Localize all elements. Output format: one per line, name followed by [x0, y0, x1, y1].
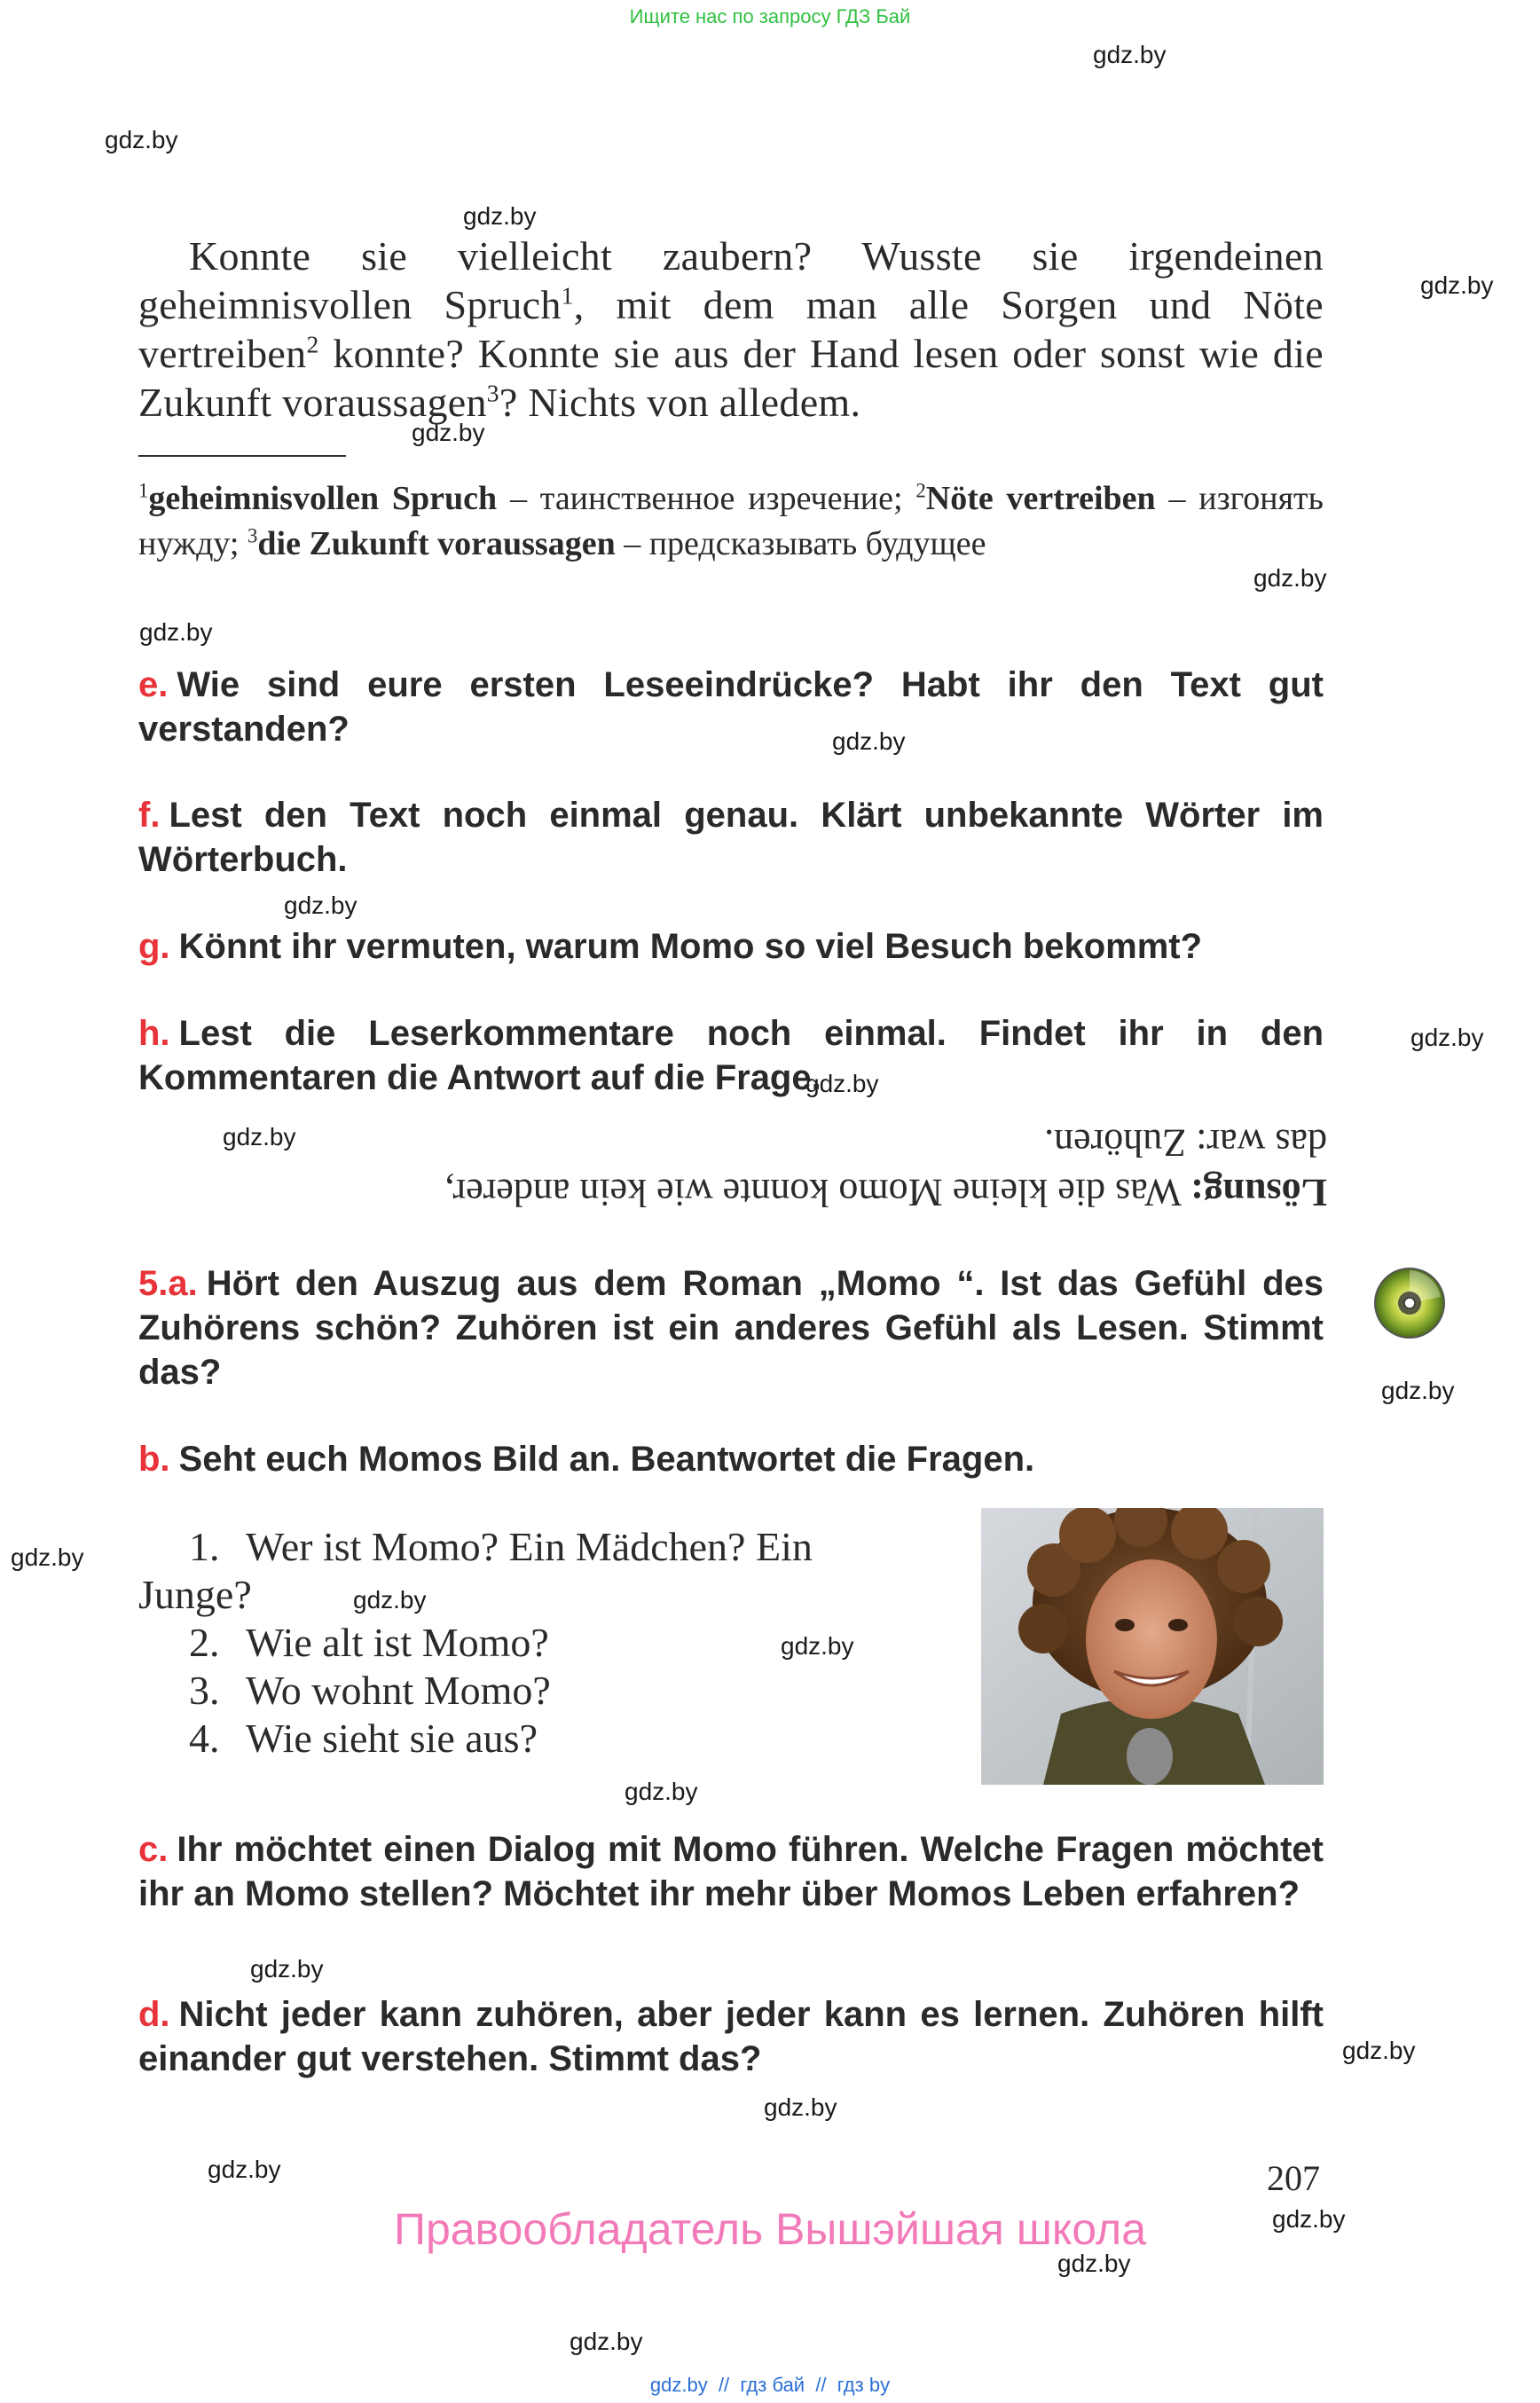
watermark: gdz.by: [11, 1543, 84, 1571]
footnotes: [138, 476, 1324, 567]
task-letter: 5.a.: [138, 1264, 198, 1303]
page-number: 207: [1267, 2158, 1320, 2198]
watermark: gdz.by: [208, 2156, 281, 2183]
watermark: gdz.by: [139, 618, 213, 646]
momo-photo: [981, 1508, 1324, 1785]
footnote-divider: [138, 455, 346, 457]
story-paragraph: [138, 232, 1324, 427]
task-text: Nicht jeder kann zuhören, aber jeder kann es lernen. Zuhören hilft einander gut verstehen. Stimmt das?: [138, 1995, 1324, 2078]
watermark: gdz.by: [764, 2093, 837, 2121]
task-g: [138, 924, 1324, 969]
task-letter: g.: [138, 927, 170, 966]
question-text: Wer ist Momo? Ein Mädchen? Ein Junge?: [138, 1524, 813, 1617]
question-text: Wie sieht sie aus?: [246, 1716, 538, 1761]
footnote-definition: – таинственное изречение;: [497, 480, 916, 517]
watermark: gdz.by: [353, 1586, 427, 1614]
footnote-ref: 3: [486, 379, 499, 407]
footnote-definition: – изгонять нужду;: [138, 480, 1324, 562]
watermark: gdz.by: [412, 419, 485, 446]
task-text: Ihr möchtet einen Dialog mit Momo führen. Welche Fragen möchtet ihr an Momo stellen? Möchtet ihr mehr über Momos Leben erfahren?: [138, 1830, 1324, 1913]
watermark: gdz.by: [1093, 41, 1167, 68]
footnote-definition: – предсказывать будущее: [615, 525, 986, 562]
copyright-notice: Правообладатель Вышэйшая школа: [394, 2204, 1146, 2254]
paragraph-text: , mit dem man alle Sorgen und Nöte vertreiben: [138, 282, 1324, 376]
task-text: Könnt ihr vermuten, warum Momo so viel Besuch bekommt?: [178, 927, 1203, 966]
task-b: [138, 1437, 1324, 1481]
paragraph-text: konnte? Konnte sie aus der Hand lesen oder sonst wie die Zukunft voraussagen: [138, 331, 1324, 425]
footnote-term: die Zukunft voraussagen: [257, 525, 616, 562]
watermark: gdz.by: [805, 1070, 879, 1097]
paragraph-text: Konnte sie vielleicht zaubern? Wusste sie irgendeinen geheimnisvollen Spruch: [138, 233, 1324, 327]
solution-text: Was die kleine Momo konnte wie kein anderer, das war: Zuhören.: [444, 1121, 1327, 1214]
task-h: [138, 1011, 1324, 1100]
watermark: gdz.by: [625, 1778, 698, 1805]
task-letter: c.: [138, 1830, 169, 1869]
task-text: Wie sind eure ersten Leseeindrücke? Habt ihr den Text gut verstanden?: [138, 665, 1324, 749]
task-text: Lest die Leserkommentare noch einmal. Findet ihr in den Kommentaren die Antwort auf die Frage.: [138, 1014, 1324, 1097]
watermark: gdz.by: [832, 727, 906, 755]
task-text: Hört den Auszug aus dem Roman „Momo “. Ist das Gefühl des Zuhörens schön? Zuhören ist ein anderes Gefühl als Lesen. Stimmt das?: [138, 1264, 1324, 1392]
task-e: [138, 663, 1324, 751]
question-number: 3.: [189, 1668, 220, 1713]
footnote-term: geheimnisvollen Spruch: [148, 480, 498, 517]
task-letter: f.: [138, 796, 161, 835]
watermark: gdz.by: [781, 1632, 854, 1660]
task-text: Seht euch Momos Bild an. Beantwortet die Fragen.: [178, 1440, 1035, 1479]
footnote-number: 2: [915, 479, 926, 502]
task-5a: [138, 1261, 1324, 1394]
question-1: [138, 1523, 910, 1619]
task-f: [138, 793, 1324, 882]
footnote-number: 3: [247, 524, 258, 547]
question-number: 1.: [189, 1524, 220, 1569]
watermark: gdz.by: [284, 891, 358, 919]
question-number: 2.: [189, 1620, 220, 1665]
question-number: 4.: [189, 1716, 220, 1761]
task-letter: h.: [138, 1014, 170, 1053]
footnote-number: 1: [138, 479, 149, 502]
watermark: gdz.by: [1381, 1377, 1455, 1404]
bottom-links[interactable]: gdz.by // гдз бай // гдз by: [649, 2374, 891, 2396]
paragraph-text: ? Nichts von alledem.: [499, 380, 861, 425]
watermark: gdz.by: [223, 1123, 296, 1150]
task-text: Lest den Text noch einmal genau. Klärt unbekannte Wörter im Wörterbuch.: [138, 796, 1324, 879]
question-4: [189, 1715, 538, 1763]
task-letter: d.: [138, 1995, 170, 2034]
task-c: [138, 1827, 1324, 1916]
upside-down-solution: [405, 1118, 1327, 1217]
footnote-ref: 2: [306, 330, 319, 358]
top-banner-link[interactable]: Ищите нас по запросу ГДЗ Бай: [629, 5, 911, 27]
footnote-term: Nöte vertreiben: [925, 480, 1156, 517]
question-text: Wie alt ist Momo?: [246, 1620, 549, 1665]
question-3: [189, 1667, 551, 1715]
solution-label: Lösung:: [1190, 1171, 1327, 1214]
watermark: gdz.by: [1342, 2037, 1416, 2064]
question-text: Wo wohnt Momo?: [246, 1668, 551, 1713]
question-2: [189, 1619, 549, 1667]
task-letter: e.: [138, 665, 169, 704]
watermark: gdz.by: [1272, 2205, 1346, 2233]
watermark: gdz.by: [1253, 564, 1327, 592]
watermark: gdz.by: [1420, 271, 1494, 299]
watermark: gdz.by: [105, 126, 178, 153]
watermark: gdz.by: [570, 2328, 643, 2355]
task-d: [138, 1992, 1324, 2081]
watermark: gdz.by: [1410, 1024, 1484, 1051]
cd-audio-icon[interactable]: [1373, 1267, 1446, 1339]
watermark: gdz.by: [463, 202, 537, 230]
task-letter: b.: [138, 1440, 170, 1479]
footnote-ref: 1: [561, 281, 574, 310]
watermark: gdz.by: [1057, 2250, 1131, 2277]
watermark: gdz.by: [250, 1955, 324, 1983]
